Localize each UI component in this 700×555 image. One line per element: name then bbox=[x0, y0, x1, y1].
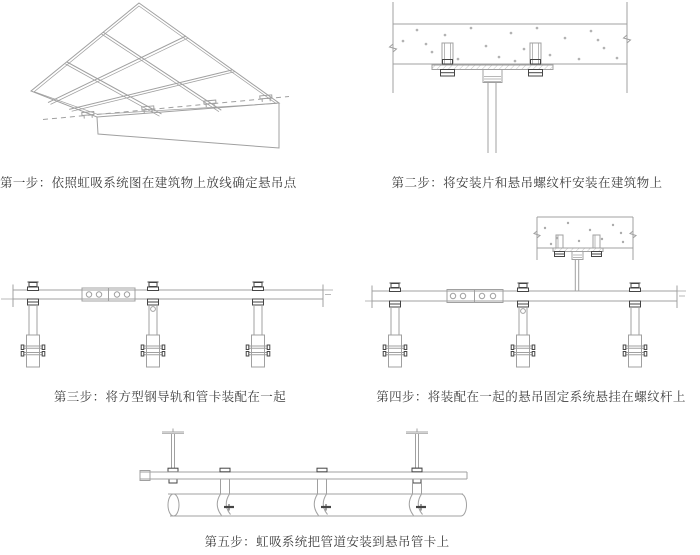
threaded-rod-with-anchor bbox=[162, 429, 184, 484]
anchor-bolts bbox=[442, 43, 541, 64]
step1-figure bbox=[0, 0, 300, 175]
step3-figure bbox=[0, 278, 335, 378]
pipe-clamp-hanger bbox=[246, 282, 270, 367]
roof-grid-wireframe-drawing bbox=[0, 0, 300, 170]
step4-figure bbox=[365, 213, 695, 374]
mounting-plate bbox=[432, 65, 553, 70]
step2-caption: 第二步：将安装片和悬吊螺纹杆安装在建筑物上 bbox=[391, 176, 663, 190]
pipe-clamp bbox=[409, 468, 426, 515]
step5-caption: 第五步：虹吸系统把管道安装到悬吊管卡上 bbox=[204, 535, 450, 549]
step3-caption: 第三步：将方型钢导轨和管卡装配在一起 bbox=[53, 390, 287, 404]
rail-and-clamps-drawing bbox=[0, 278, 335, 373]
hung-assembly-drawing bbox=[365, 213, 695, 369]
pipe-clamp-hanger bbox=[383, 283, 407, 367]
hanger-hole bbox=[151, 307, 156, 312]
step2-figure bbox=[370, 0, 680, 165]
hanger-hole bbox=[521, 309, 526, 314]
concrete-slab-section bbox=[390, 2, 631, 93]
pipe-clamp-hanger bbox=[623, 283, 647, 367]
pipe-on-clamps-drawing bbox=[128, 425, 473, 522]
threaded-rod bbox=[575, 260, 578, 292]
suspension-point-brackets bbox=[82, 95, 272, 119]
aggregate-speckles bbox=[402, 27, 618, 62]
pipe-clamp bbox=[314, 468, 331, 515]
pipe-clamp-hanger bbox=[141, 282, 165, 367]
slab-anchor-detail-small bbox=[534, 217, 636, 260]
anchor-nuts bbox=[441, 70, 543, 77]
threaded-rod-with-anchor bbox=[406, 429, 428, 484]
step4-caption: 第四步：将装配在一起的悬吊固定系统悬挂在螺纹杆上 bbox=[376, 390, 686, 404]
mounting-plate bbox=[553, 248, 603, 252]
square-steel-rail bbox=[1, 285, 333, 308]
pipe-clamp-hanger bbox=[511, 283, 535, 367]
step5-figure bbox=[128, 425, 473, 527]
step1-caption: 第一步：依照虹吸系统图在建筑物上放线确定悬吊点 bbox=[0, 176, 297, 190]
pipe-clamp-hanger bbox=[21, 282, 45, 367]
threaded-rod bbox=[488, 83, 496, 154]
slab-anchor-detail-drawing bbox=[370, 0, 680, 160]
grid-outer-frame bbox=[31, 3, 279, 117]
pipe-clamp bbox=[217, 468, 234, 515]
rod-coupler bbox=[483, 70, 502, 83]
